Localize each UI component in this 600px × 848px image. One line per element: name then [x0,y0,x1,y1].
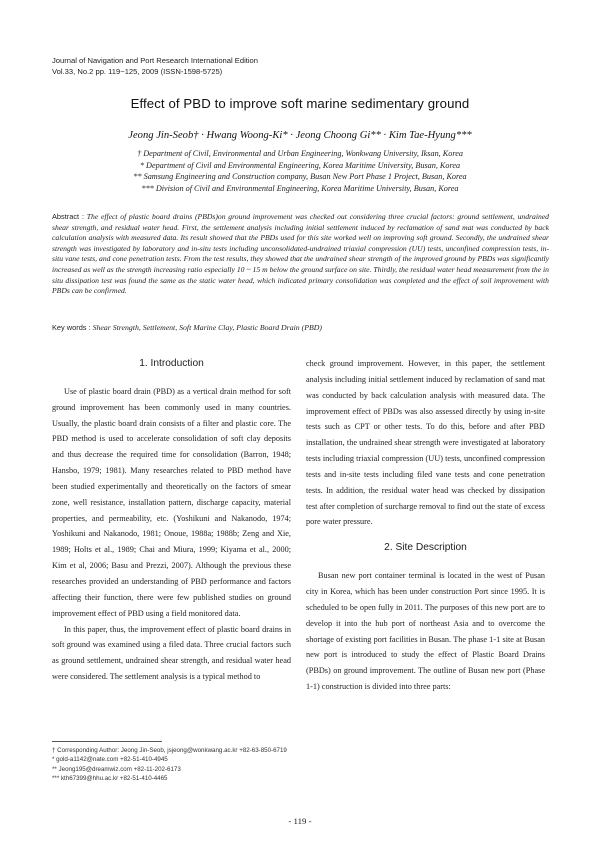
abstract-text: The effect of plastic board drains (PBDs)on ground improvement was checked out considering three crucial factors: ground settlement, undrained shear strength, and residual water head. First, the settlement analysis including initial settlement induced by reclamation of sand mat was conducted by back calculation analysis with measured data. Its result showed that the PBDs used for this site worked well on improving soft ground. Secondly, the undrained shear strength was investigated by laboratory and in-situ tests including unconsolidated-undrained triaxial compression (UU) tests, unconfined compression tests, in-situ vane tests, and cone penetration tests. From the test results, they showed that the undrained shear strength of the improved ground by PBDs was significantly increased as well as the strength increasing ratio especially 10 ~ 15 m below the ground surface on site. Thirdly, the residual water head measurement from the in situ dissipation test was found the same as the static water head, which indicated primary consolidation was completed and the effect of soil improvement with PBDs can be confirmed. [52,212,549,296]
footnote-author-2: * gold-a1142@nate.com +82-51-410-4945 [52,756,168,764]
footnote-author-3: ** Jeong195@dreamwiz.com +82-11-202-6173 [52,765,181,773]
right-column [306,356,545,695]
affiliation-2: * Department of Civil and Environmental Engineering, Korea Maritime University, Busan, Korea [139,160,461,170]
affiliation-1: † Department of Civil, Environmental and Urban Engineering, Wonkwang University, Iksan, Korea [137,149,463,158]
footnote-corresponding-author: † Corresponding Author: Jeong Jin-Seob, jsjeong@wonkwang.ac.kr +82-63-850-6719 [52,747,287,754]
keywords [52,323,322,332]
intro-paragraph-3: check ground improvement. However, in this paper, the settlement analysis including initial settlement induced by reclamation of sand mat was conducted by back calculation analysis with measured data. The improvement effect of PBDs was also assessed directly by using in-site tests such as CPT or other tests. To do this, before and after PBD installation, the undrained shear strength were investigated at laboratory tests including triaxial compression (UU) tests, unconfined compression tests and in-site tests including filed vane tests and cone penetration tests. In addition, the residual water head was checked by dissipation test after completion of surcharge removal to find out the state of excess pore water pressure. [306,359,545,527]
keywords-label: Key words : [52,323,91,332]
page-number: - 119 - [288,816,312,826]
affiliation-3: ** Samsung Engineering and Construction company, Busan New Port Phase 1 Project, Busan, Korea [133,172,467,182]
abstract [52,212,549,297]
affiliations [0,148,600,194]
footnote-author-4: *** kth67399@hhu.ac.kr +82-51-410-4465 [52,775,168,783]
journal-header [52,55,258,77]
intro-paragraph-2: In this paper, thus, the improvement effect of plastic board drains in soft ground was examined using a filed data. Three crucial factors such as ground settlement, undrained shear strength, and residual water head were considered. The settlement analysis is a typical method to [52,624,291,682]
keywords-text: Shear Strength, Settlement, Soft Marine Clay, Plastic Board Drain (PBD) [92,323,322,332]
affiliation-4: *** Division of Civil and Environmental Engineering, Korea Maritime University, Busan, Korea [141,183,459,193]
section-heading-site-description: 2. Site Description [384,542,467,554]
abstract-label: Abstract : [52,212,85,221]
footnotes [52,746,287,784]
site-paragraph-1: Busan new port container terminal is located in the west of Pusan city in Korea, which has been under construction Port since 1995. It is scheduled to be open fully in 2011. The purposes of this new port are to develop it into the hub port of northeast Asia and to overcome the shortage of existing port facilities in Busan. The phase 1-1 site at Busan new port is introduced to study the effect of Plastic Board Drains (PBDs) on ground improvement. The outline of Busan new port (Phase 1-1) construction is divided into three parts: [306,571,545,692]
left-column [52,356,291,685]
section-heading-introduction: 1. Introduction [139,358,204,369]
intro-paragraph-1: Use of plastic board drain (PBD) as a vertical drain method for soft ground improvement has been commonly used in many countries. Usually, the plastic board drain consists of a filter and plastic core. The PBD method is used to accelerate consolidation of soft clay deposits and thus decrease the required time for consolidation (Barron, 1948; Hansbo, 1979; 1981). Many researches related to PBD method have been studied experimentally and theoretically on the factors of smear zone, well resistance, installation pattern, discharge capacity, material properties, and permeability, etc. (Yoshikuni and Nakanodo, 1974; Yoshikuni and Nakanodo, 1981; Onoue, 1988a; 1988b; Zeng and Xie, 1989; Holts et al., 1989; Chai and Miura, 1999; Kiyama et al., 2000; Kim et al, 2006; Basu and Prezzi, 2007). Although the previous these researches provided an understanding of PBD performance and factors affecting their function, there were few published studies on ground improvement effect of PBD using a field monitored data. [52,386,291,618]
journal-name: Journal of Navigation and Port Research International Edition [52,56,258,65]
paper-title: Effect of PBD to improve soft marine sedimentary ground [130,96,470,111]
journal-volume: Vol.33, No.2 pp. 119~125, 2009 (ISSN-1598-5725) [52,67,223,76]
footnote-divider [52,741,162,742]
author-list: Jeong Jin-Seob† · Hwang Woong-Ki* · Jeong Choong Gi** · Kim Tae-Hyung*** [128,130,472,141]
